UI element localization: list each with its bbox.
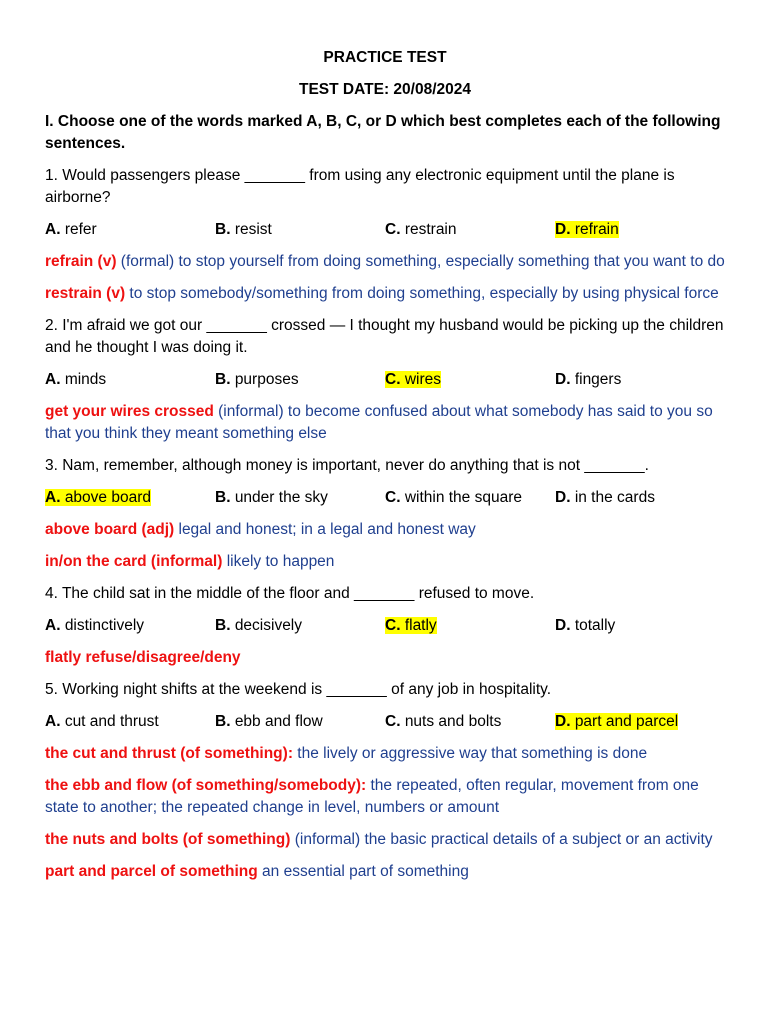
note: part and parcel of something an essential part of something — [45, 863, 469, 880]
question-1: 1. Would passengers please _______ from using any electronic equipment until the plane is airborne? — [45, 167, 675, 206]
option-a: A. distinctively — [45, 617, 145, 634]
options-q1 — [45, 219, 725, 241]
note: the ebb and flow (of something/somebody): the repeated, often regular, movement from one state to another; the repeated change in level, numbers or amount — [45, 777, 699, 816]
question-4: 4. The child sat in the middle of the floor and _______ refused to move. — [45, 585, 535, 602]
options-q3 — [45, 487, 725, 509]
document-page — [45, 47, 725, 893]
options-q2 — [45, 369, 725, 391]
note: the nuts and bolts (of something) (informal) the basic practical details of a subject or an activity — [45, 831, 713, 848]
option-d: D. in the cards — [555, 489, 655, 506]
option-b: B. ebb and flow — [215, 713, 323, 730]
options-q5 — [45, 711, 725, 733]
option-d-answer: D. part and parcel — [555, 713, 679, 730]
question-3: 3. Nam, remember, although money is important, never do anything that is not _______. — [45, 457, 649, 474]
option-b: B. decisively — [215, 617, 303, 634]
option-d: D. fingers — [555, 371, 622, 388]
option-b: B. resist — [215, 221, 272, 238]
note: restrain (v) to stop somebody/something from doing something, especially by using physical force — [45, 285, 719, 302]
option-c-answer: C. wires — [385, 371, 441, 388]
option-a: A. cut and thrust — [45, 713, 159, 730]
note: above board (adj) legal and honest; in a legal and honest way — [45, 521, 476, 538]
option-a: A. minds — [45, 371, 107, 388]
option-c-answer: C. flatly — [385, 617, 437, 634]
note: refrain (v) (formal) to stop yourself from doing something, especially something that you want to do — [45, 253, 725, 270]
test-date: TEST DATE: 20/08/2024 — [298, 81, 471, 98]
question-5: 5. Working night shifts at the weekend is _______ of any job in hospitality. — [45, 681, 552, 698]
note: the cut and thrust (of something): the lively or aggressive way that something is done — [45, 745, 648, 762]
options-q4 — [45, 615, 725, 637]
instruction: I. Choose one of the words marked A, B, C, or D which best completes each of the following sentences. — [45, 113, 721, 152]
option-d: D. totally — [555, 617, 616, 634]
option-d-answer: D. refrain — [555, 221, 619, 238]
note: get your wires crossed (informal) to become confused about what somebody has said to you so that you think they meant something else — [45, 403, 713, 442]
option-c: C. nuts and bolts — [385, 713, 502, 730]
option-c: C. restrain — [385, 221, 457, 238]
option-b: B. under the sky — [215, 489, 328, 506]
question-2: 2. I'm afraid we got our _______ crossed — I thought my husband would be picking up the children and he thought I was doing it. — [45, 317, 724, 356]
option-a: A. refer — [45, 221, 97, 238]
page-title: PRACTICE TEST — [323, 49, 447, 66]
note: in/on the card (informal) likely to happen — [45, 553, 335, 570]
note: flatly refuse/disagree/deny — [45, 649, 241, 666]
option-a-answer: A. above board — [45, 489, 151, 506]
option-c: C. within the square — [385, 489, 522, 506]
option-b: B. purposes — [215, 371, 299, 388]
